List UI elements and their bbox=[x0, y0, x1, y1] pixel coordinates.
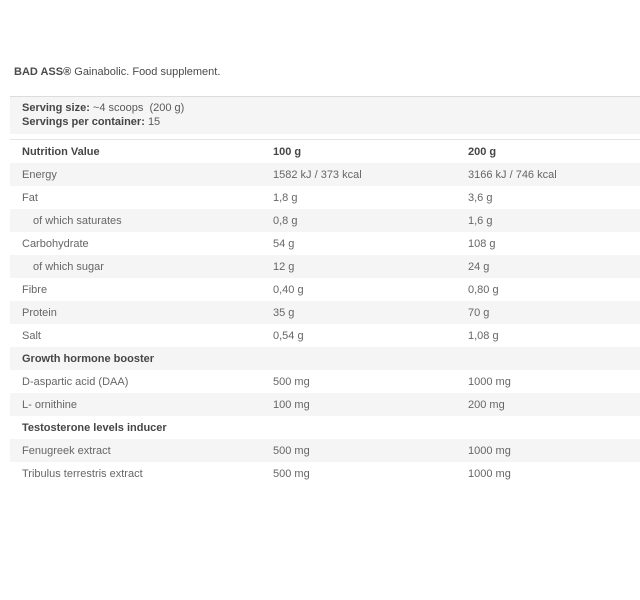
row-label: Protein bbox=[22, 306, 57, 319]
section-header-row bbox=[10, 416, 640, 439]
value-per-100g: 0,40 g bbox=[273, 283, 304, 296]
brand-name: BAD ASS® bbox=[14, 66, 72, 78]
value-per-200g: 1,08 g bbox=[468, 329, 499, 342]
row-label: D-aspartic acid (DAA) bbox=[22, 375, 129, 388]
servings-per-container-line bbox=[22, 115, 640, 129]
table-row bbox=[10, 278, 640, 301]
column-header-nutrition-value: Nutrition Value bbox=[22, 145, 100, 158]
value-per-100g: 500 mg bbox=[273, 444, 310, 457]
serving-info-box bbox=[10, 96, 640, 134]
value-per-200g: 1000 mg bbox=[468, 444, 511, 457]
value-per-100g: 500 mg bbox=[273, 375, 310, 388]
table-row bbox=[10, 186, 640, 209]
value-per-200g: 3166 kJ / 746 kcal bbox=[468, 168, 557, 181]
row-label: L- ornithine bbox=[22, 398, 78, 411]
row-label: Tribulus terrestris extract bbox=[22, 467, 143, 480]
servings-per-container-value: 15 bbox=[147, 116, 161, 128]
servings-per-container-label: Servings per container: bbox=[22, 116, 145, 128]
value-per-200g: 0,80 g bbox=[468, 283, 499, 296]
product-descriptor: Gainabolic. Food supplement. bbox=[71, 66, 221, 78]
value-per-100g: 35 g bbox=[273, 306, 295, 319]
serving-size-label: Serving size: bbox=[22, 102, 90, 114]
table-row bbox=[10, 370, 640, 393]
table-row bbox=[10, 439, 640, 462]
row-label: Carbohydrate bbox=[22, 237, 89, 250]
value-per-100g: 12 g bbox=[273, 260, 295, 273]
table-row bbox=[10, 232, 640, 255]
value-per-200g: 70 g bbox=[468, 306, 490, 319]
table-header-row bbox=[10, 139, 640, 163]
value-per-100g: 0,54 g bbox=[273, 329, 304, 342]
value-per-100g: 0,8 g bbox=[273, 214, 298, 227]
value-per-200g: 24 g bbox=[468, 260, 490, 273]
row-label: Energy bbox=[22, 168, 57, 181]
value-per-200g: 3,6 g bbox=[468, 191, 493, 204]
row-label: Testosterone levels inducer bbox=[22, 421, 167, 434]
value-per-100g: 54 g bbox=[273, 237, 295, 250]
value-per-200g: 1,6 g bbox=[468, 214, 493, 227]
row-label: Salt bbox=[22, 329, 41, 342]
row-label: of which sugar bbox=[33, 260, 104, 273]
table-row bbox=[10, 301, 640, 324]
value-per-100g: 1582 kJ / 373 kcal bbox=[273, 168, 362, 181]
table-body bbox=[10, 163, 640, 485]
row-label: Fenugreek extract bbox=[22, 444, 111, 457]
value-per-200g: 200 mg bbox=[468, 398, 505, 411]
value-per-100g: 1,8 g bbox=[273, 191, 298, 204]
value-per-100g: 100 mg bbox=[273, 398, 310, 411]
table-row bbox=[10, 393, 640, 416]
value-per-200g: 1000 mg bbox=[468, 375, 511, 388]
value-per-200g: 108 g bbox=[468, 237, 496, 250]
table-row bbox=[10, 163, 640, 186]
row-label: Growth hormone booster bbox=[22, 352, 154, 365]
section-header-row bbox=[10, 347, 640, 370]
serving-size-line bbox=[22, 101, 640, 115]
row-label: Fibre bbox=[22, 283, 48, 296]
table-row bbox=[10, 255, 640, 278]
table-row bbox=[10, 209, 640, 232]
column-header-200g: 200 g bbox=[468, 145, 497, 158]
value-per-200g: 1000 mg bbox=[468, 467, 511, 480]
value-per-100g: 500 mg bbox=[273, 467, 310, 480]
serving-size-value: ~4 scoops (200 g) bbox=[92, 102, 185, 114]
table-row bbox=[10, 462, 640, 485]
column-header-100g: 100 g bbox=[273, 145, 302, 158]
row-label: Fat bbox=[22, 191, 38, 204]
nutrition-facts-card bbox=[10, 96, 640, 485]
product-title bbox=[14, 65, 220, 79]
row-label: of which saturates bbox=[33, 214, 122, 227]
table-row bbox=[10, 324, 640, 347]
